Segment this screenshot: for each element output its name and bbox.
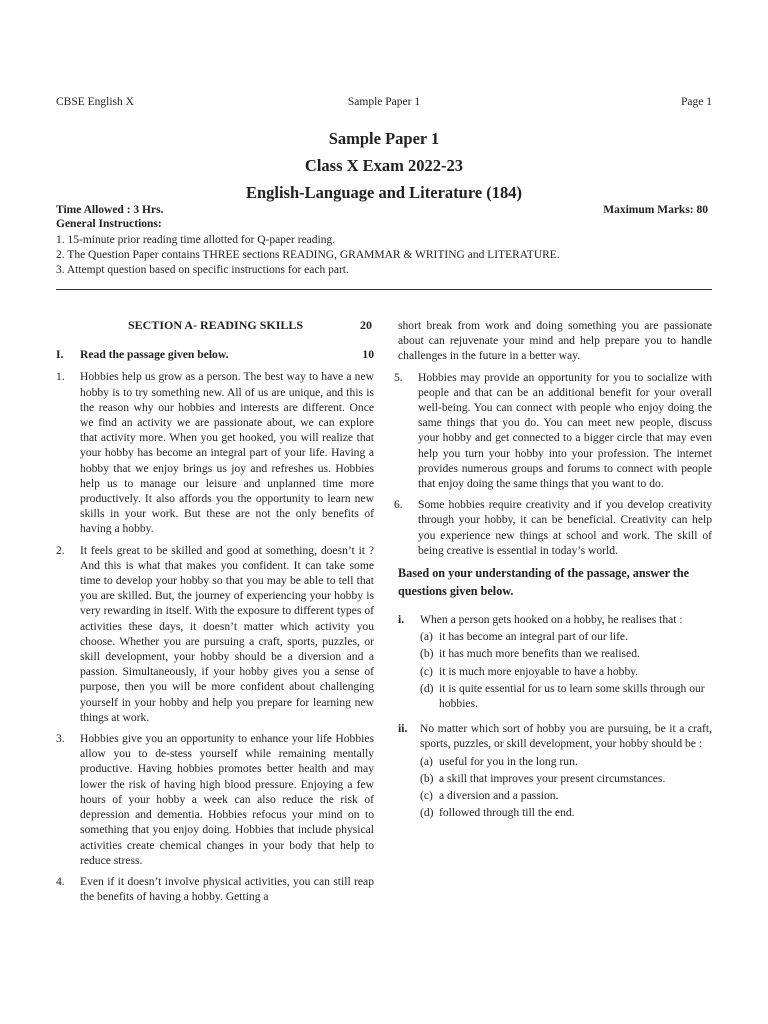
passage-paragraph [394,370,712,492]
mcq-option [420,681,712,711]
mcq-options [394,629,712,711]
running-header-left: CBSE English X [56,96,134,108]
instruction-item: 2. The Question Paper contains THREE sections READING, GRAMMAR & WRITING and LITERATURE. [56,249,560,261]
mcq-option [420,664,712,679]
paragraph-text: Hobbies may provide an opportunity for you to socialize with people and that can be an additional benefit for your overall well-being. You can connect with people who enjoy doing the same things that you do. You can meet new people, discuss your hobby and get connected to a bigger circle that may even help you turn your hobby into your profession. The internet provides numerous groups and forums to connect with people that enjoy doing the same things that you want to do. [418,370,712,491]
section-marks: 20 [360,318,372,332]
divider [56,289,712,290]
passage-paragraph [56,543,374,725]
right-column [394,318,712,830]
mcq-number: ii. [398,722,408,736]
paragraph-number: 6. [394,498,403,512]
paragraph-text: Even if it doesn’t involve physical activities, you can still reap the benefits of having a hobby. Getting a [80,874,374,904]
question-heading [56,347,374,362]
maximum-marks: Maximum Marks: 80 [603,204,708,216]
paragraph-number: 1. [56,370,65,384]
paragraph-text: Hobbies help us grow as a person. The best way to have a new hobby is to try something new. All of us are unique, and this is the reason why our hobbies and interests are different. Once we find an activity we are passionate about, we can explore that activity more. When you get hooked, you will realize that your hobby has become an integral part of your life. Having a hobby that we enjoy brings us joy and refreshes us. Hobbies help us to manage our leisure and unplanned time more productively. It also affords you the opportunity to learn new skills in your work. But these are not the only benefits of having a hobby. [80,370,374,536]
mcq-option [420,646,712,661]
option-text: a diversion and a passion. [439,789,559,803]
mcq-stem: No matter which sort of hobby you are pursuing, be it a craft, sports, puzzles, or skill development, your hobby should be : [420,722,712,751]
paragraph-text: It feels great to be skilled and good at something, doesn’t it ? And this is what that makes you confident. It can take some time to develop your hobby so that you may be able to tell that you are skilled. But, the journey of experiencing your hobby is very rewarding in itself. With the exposure to different types of activities these days, it doesn’t matter which activity you choose. Whether you are pursuing a craft, sports, puzzles, or skill development, your hobby should be a diversion and a passion. Simultaneously, if your hobby gives you a sense of purpose, then you will be more confident about challenging yourself in your hobby and help you prepare for learning new things at work. [80,543,374,724]
mcq-option [420,629,712,644]
mcq-option [420,754,712,769]
running-header-center: Sample Paper 1 [347,96,421,108]
mcq-option [420,805,712,820]
option-text: it has become an integral part of our life. [439,630,628,644]
option-text: followed through till the end. [439,806,575,820]
question-text: Read the passage given below. [80,348,229,362]
question-number: I. [56,348,64,362]
section-title: SECTION A- READING SKILLS [128,318,304,332]
paper-title: Sample Paper 1 [328,129,440,148]
option-text: it is much more enjoyable to have a hobby. [439,664,639,678]
left-column [56,318,374,910]
mcq-stem: When a person gets hooked on a hobby, he realises that : [420,613,683,627]
paragraph-number: 3. [56,732,65,746]
paragraph-text: Hobbies give you an opportunity to enhance your life Hobbies allow you to de-stess yourself while remaining mentally productive. Having hobbies promotes better health and may lower the risk of having high blood pressure. Enjoying a few hours of your hobby a week can also reduce the risk of depression and dementia. Hobbies refocus your mind on to something that you enjoy doing. Hobbies that include physical activities create chemical changes in your body that help to reduce stress. [80,732,374,867]
instruction-item: 1. 15-minute prior reading time allotted for Q-paper reading. [56,234,336,246]
option-label: (b) [420,771,434,785]
paragraph-number: 4. [56,874,65,888]
questions-prompt: Based on your understanding of the passage, answer the questions given below. [398,566,690,599]
passage-paragraph [56,731,374,868]
mcq-question [394,721,712,751]
page-number: Page 1 [681,96,712,108]
time-allowed: Time Allowed : 3 Hrs. [56,204,164,216]
passage-paragraph [56,369,374,536]
mcq-option [420,771,712,786]
option-label: (a) [420,630,433,644]
mcq-option [420,788,712,803]
option-text: useful for you in the long run. [439,754,578,768]
option-text: a skill that improves your present circumstances. [439,771,666,785]
mcq-number: i. [398,613,405,627]
instruction-item: 3. Attempt question based on specific instructions for each part. [56,264,349,276]
option-text: it has much more benefits than we realised. [439,647,640,661]
section-heading [56,318,374,333]
mcq-options [394,754,712,821]
paragraph-number: 2. [56,543,65,557]
mcq-question [394,612,712,627]
option-label: (c) [420,789,433,803]
option-label: (a) [420,754,433,768]
option-label: (d) [420,681,434,695]
paragraph-continuation: short break from work and doing something you are passionate about can rejuvenate your mind and help prepare you to handle challenges in the future in a better way. [398,319,712,363]
option-label: (c) [420,664,433,678]
option-label: (b) [420,647,434,661]
exam-title: Class X Exam 2022-23 [304,156,464,175]
passage-paragraph [394,497,712,558]
subject-title: English-Language and Literature (184) [245,183,523,202]
paragraph-number: 5. [394,370,403,384]
instructions-heading: General Instructions: [56,218,162,230]
option-label: (d) [420,806,434,820]
passage-paragraph [56,874,374,904]
paragraph-text: Some hobbies require creativity and if you develop creativity through your hobby, it can be beneficial. Creativity can help you experience new things at school and work. The skill of being creative is essential in today’s world. [418,498,712,557]
question-marks: 10 [362,348,374,362]
option-text: it is quite essential for us to learn some skills through our hobbies. [439,681,705,711]
